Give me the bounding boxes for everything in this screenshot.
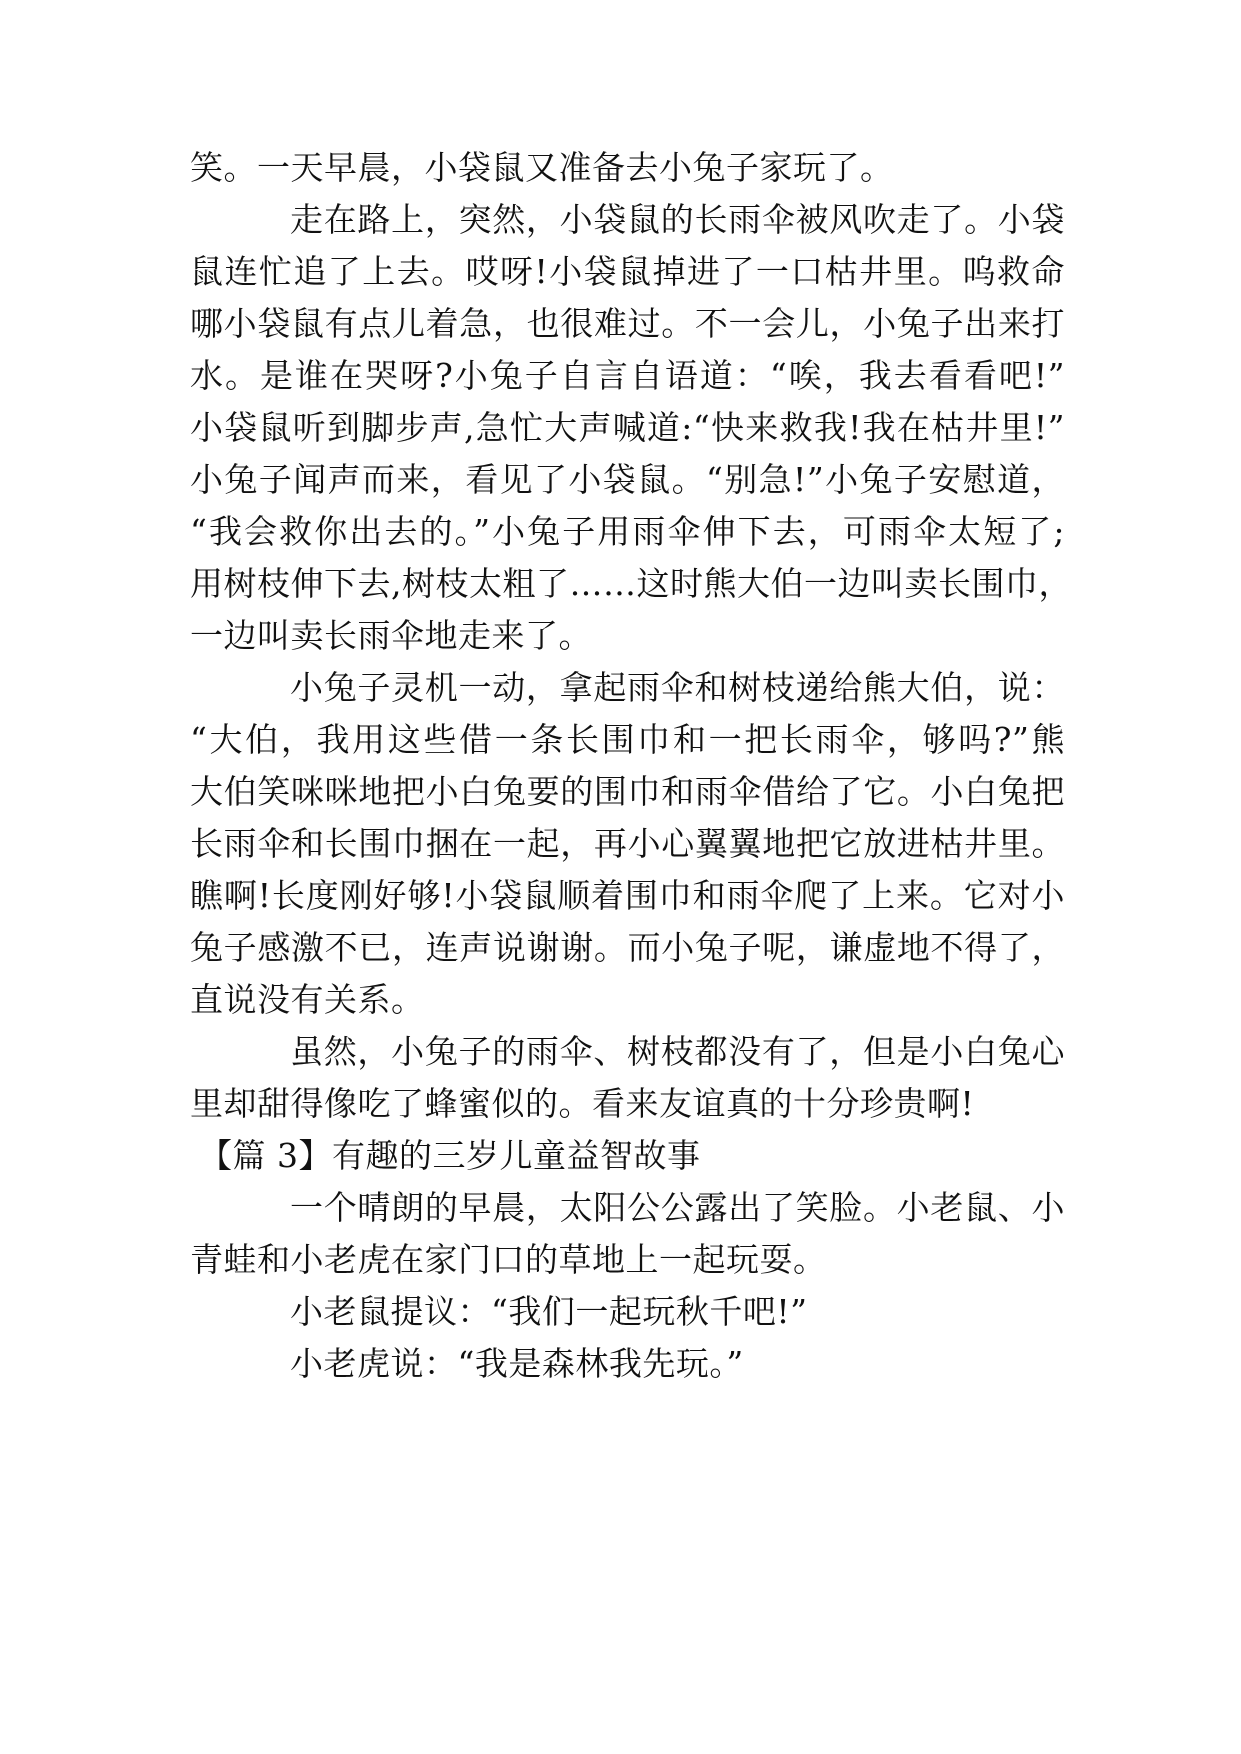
- paragraph-first-line: 小兔子灵机一动，拿起雨伞和树枝递给熊大伯，说：: [290, 668, 1065, 707]
- text-line: 兔子感激不已，连声说谢谢。而小兔子呢，谦虚地不得了，: [190, 928, 1065, 967]
- text-line: 鼠连忙追了上去。哎呀!小袋鼠掉进了一口枯井里。呜救命: [190, 252, 1065, 291]
- text-line: 哪小袋鼠有点儿着急，也很难过。不一会儿，小兔子出来打: [190, 304, 1065, 343]
- paragraph-first-line: 一个晴朗的早晨，太阳公公露出了笑脸。小老鼠、小: [290, 1188, 1065, 1227]
- text-line: 青蛙和小老虎在家门口的草地上一起玩耍。: [190, 1240, 827, 1279]
- paragraph-first-line: 走在路上，突然，小袋鼠的长雨伞被风吹走了。小袋: [290, 200, 1065, 239]
- text-line: 瞧啊!长度刚好够!小袋鼠顺着围巾和雨伞爬了上来。它对小: [190, 876, 1065, 915]
- text-line: 直说没有关系。: [190, 980, 425, 1019]
- text-line: 笑。一天早晨，小袋鼠又准备去小兔子家玩了。: [190, 148, 894, 187]
- text-line: 大伯笑咪咪地把小白兔要的围巾和雨伞借给了它。小白兔把: [190, 772, 1065, 811]
- text-line: 小兔子闻声而来，看见了小袋鼠。“别急!”小兔子安慰道，: [190, 460, 1065, 499]
- text-line: “大伯，我用这些借一条长围巾和一把长雨伞，够吗?”熊: [190, 720, 1065, 759]
- text-line: 小袋鼠听到脚步声,急忙大声喊道:“快来救我!我在枯井里!”: [190, 408, 1065, 447]
- text-line: “我会救你出去的。”小兔子用雨伞伸下去，可雨伞太短了;: [190, 512, 1065, 551]
- text-line: 里却甜得像吃了蜂蜜似的。看来友谊真的十分珍贵啊!: [190, 1084, 975, 1123]
- text-line: 长雨伞和长围巾捆在一起，再小心翼翼地把它放进枯井里。: [190, 824, 1065, 863]
- paragraph-first-line: 小老虎说：“我是森林我先玩。”: [290, 1344, 744, 1383]
- paragraph-first-line: 虽然，小兔子的雨伞、树枝都没有了，但是小白兔心: [290, 1032, 1065, 1071]
- section-heading: 【篇 3】有趣的三岁儿童益智故事: [199, 1136, 701, 1175]
- text-line: 水。是谁在哭呀?小兔子自言自语道：“唉，我去看看吧!”: [190, 356, 1065, 395]
- text-line: 用树枝伸下去,树枝太粗了……这时熊大伯一边叫卖长围巾，: [190, 564, 1072, 603]
- text-line: 一边叫卖长雨伞地走来了。: [190, 616, 592, 655]
- paragraph-first-line: 小老鼠提议：“我们一起玩秋千吧!”: [290, 1292, 808, 1331]
